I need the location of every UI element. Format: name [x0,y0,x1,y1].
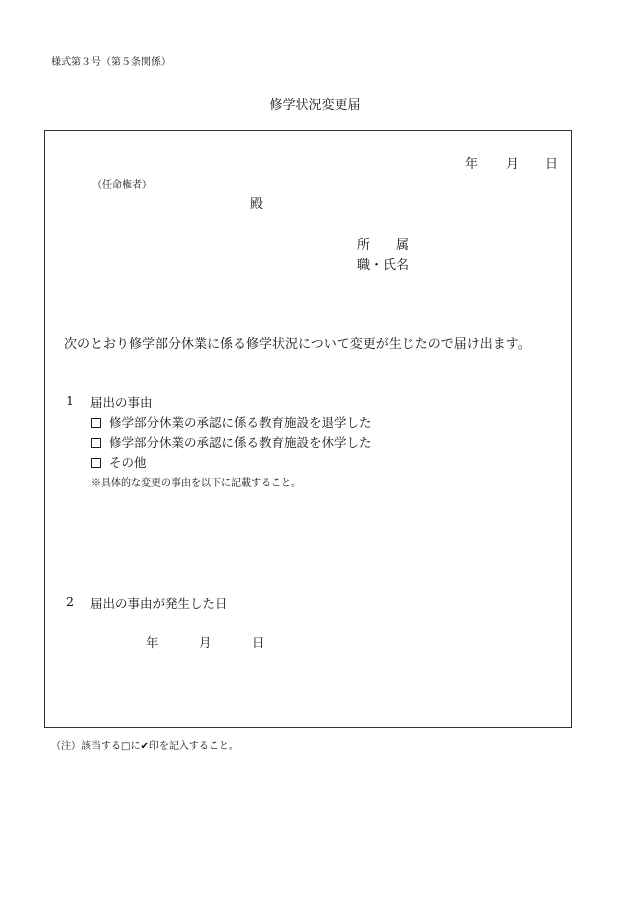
addressee-suffix: 殿 [250,197,264,212]
option-label: 修学部分休業の承認に係る教育施設を退学した [109,415,372,430]
statement-text: 次のとおり修学部分休業に係る修学状況について変更が生じたので届け出ます。 [64,337,531,352]
section1-heading: 届出の事由 [90,395,153,410]
option-label: その他 [109,455,147,470]
affiliation-label: 所 属 [357,238,410,253]
checkbox-leave[interactable] [91,438,101,448]
reason-option-leave[interactable] [91,433,372,451]
occurrence-month-label: 月 [199,635,212,650]
name-label: 職・氏名 [357,258,410,273]
option-label: 修学部分休業の承認に係る教育施設を休学した [109,435,372,450]
page-title: 修学状況変更届 [269,98,361,113]
submission-year-label: 年 [465,157,479,172]
section1-number: 1 [66,393,74,408]
section2-number: 2 [66,594,74,609]
reason-option-other[interactable] [91,453,147,471]
checkbox-withdrawn[interactable] [91,418,101,428]
occurrence-day-label: 日 [252,635,265,650]
section1-note: ※具体的な変更の事由を以下に記載すること。 [91,478,301,489]
occurrence-year-label: 年 [146,635,159,650]
form-number: 様式第３号（第５条関係） [51,57,171,68]
submission-month-label: 月 [506,157,520,172]
appointer-label: （任命権者） [92,180,152,191]
submission-day-label: 日 [545,157,559,172]
footnote: （注）該当する□に✔印を記入すること。 [51,741,239,752]
section2-heading: 届出の事由が発生した日 [90,596,228,611]
checkbox-other[interactable] [91,458,101,468]
reason-option-withdrawn[interactable] [91,413,372,431]
